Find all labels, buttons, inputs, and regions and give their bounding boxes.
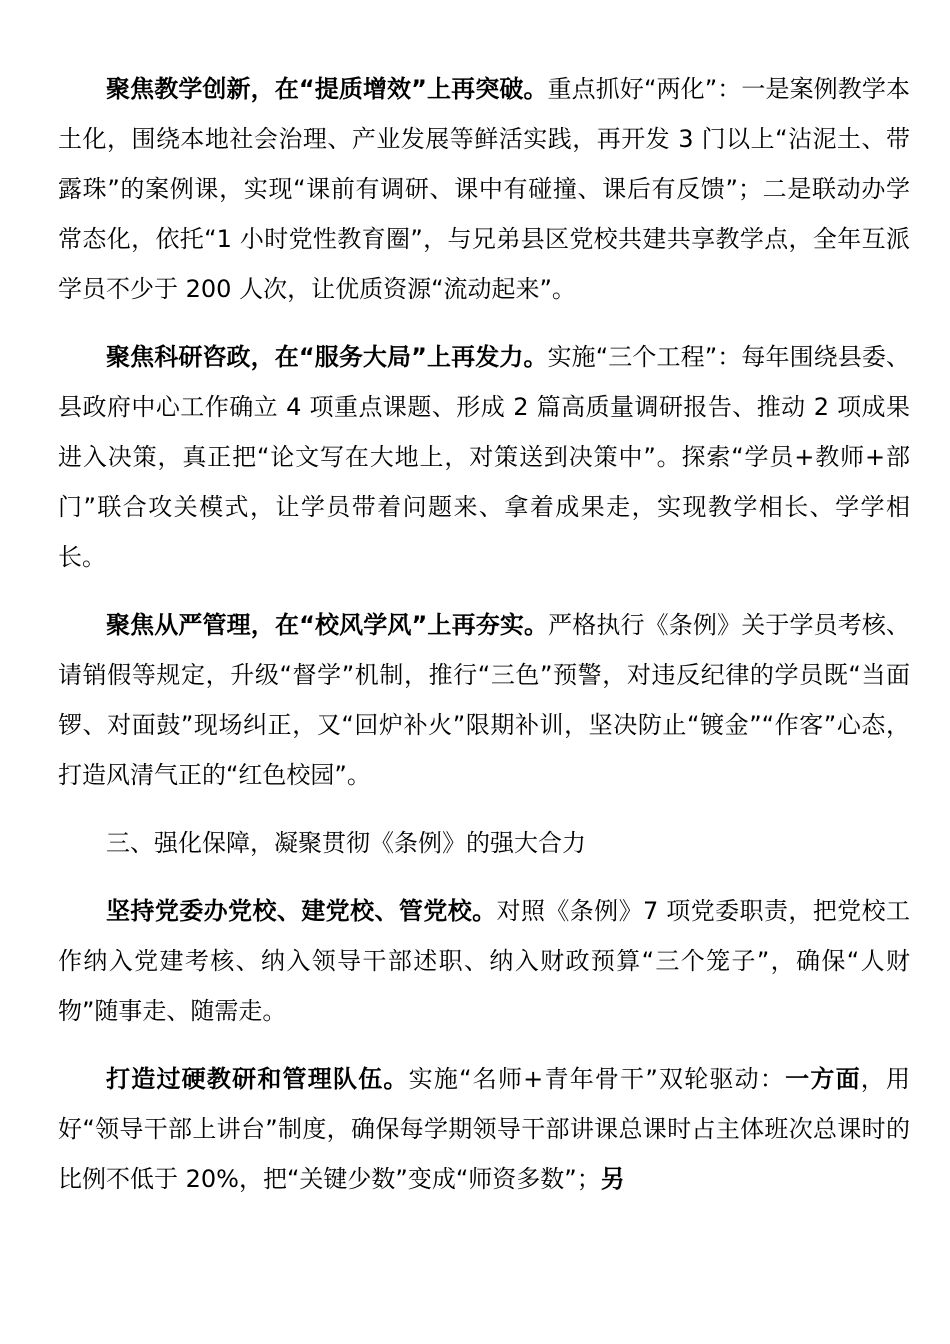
emphasis-one-hand: 一方面	[785, 1065, 861, 1093]
paragraph-lead: 坚持党委办党校、建党校、管党校。	[106, 897, 497, 925]
paragraph-body: 重点抓好“两化”：一是案例教学本土化，围绕本地社会治理、产业发展等鲜活实践，再开发 3 门以上“沾泥土、带露珠”的案例课，实现“课前有调研、课中有碰撞、课后有反馈”；二是联动办学常态化，依托“1 小时党性教育圈”，与兄弟县区党校共建共享教学点，全年互派学员不少于 200 人次，让优质资源“流动起来”。	[58, 75, 910, 303]
paragraph-body: 实施“名师+青年骨干”双轮驱动：	[408, 1065, 786, 1093]
paragraph-lead: 打造过硬教研和管理队伍。	[106, 1065, 409, 1093]
paragraph-lead: 聚焦从严管理，在“校风学风”上再夯实。	[106, 611, 549, 639]
paragraph-body-continued: ，用好“领导干部上讲台”制度，确保每学期领导干部讲课总课时占主体班次总课时的比例不低于 20%，把“关键少数”变成“师资多数”；	[58, 1065, 911, 1193]
emphasis-other-hand: 另	[600, 1165, 625, 1193]
paragraph-team-building	[58, 1054, 910, 1204]
paragraph-research	[58, 332, 910, 582]
paragraph-body: 严格执行《条例》关于学员考核、请销假等规定，升级“督学”机制，推行“三色”预警，对违反纪律的学员既“当面锣、对面鼓”现场纠正，又“回炉补火”限期补训，坚决防止“镀金”“作客”心态，打造风清气正的“红色校园”。	[58, 611, 910, 789]
paragraph-teaching	[58, 64, 910, 314]
paragraph-body: 实施“三个工程”：每年围绕县委、县政府中心工作确立 4 项重点课题、形成 2 篇高质量调研报告、推动 2 项成果进入决策，真正把“论文写在大地上，对策送到决策中”。探索“学员+教师+部门”联合攻关模式，让学员带着问题来、拿着成果走，实现教学相长、学学相长。	[58, 343, 910, 571]
paragraph-party-committee	[58, 886, 910, 1036]
paragraph-lead: 聚焦科研咨政，在“服务大局”上再发力。	[106, 343, 548, 371]
paragraph-management	[58, 600, 910, 800]
paragraph-body: 对照《条例》7 项党委职责，把党校工作纳入党建考核、纳入领导干部述职、纳入财政预算“三个笼子”，确保“人财物”随事走、随需走。	[58, 897, 910, 1025]
paragraph-lead: 聚焦教学创新，在“提质增效”上再突破。	[106, 75, 548, 103]
section-heading: 三、强化保障，凝聚贯彻《条例》的强大合力	[106, 829, 586, 857]
